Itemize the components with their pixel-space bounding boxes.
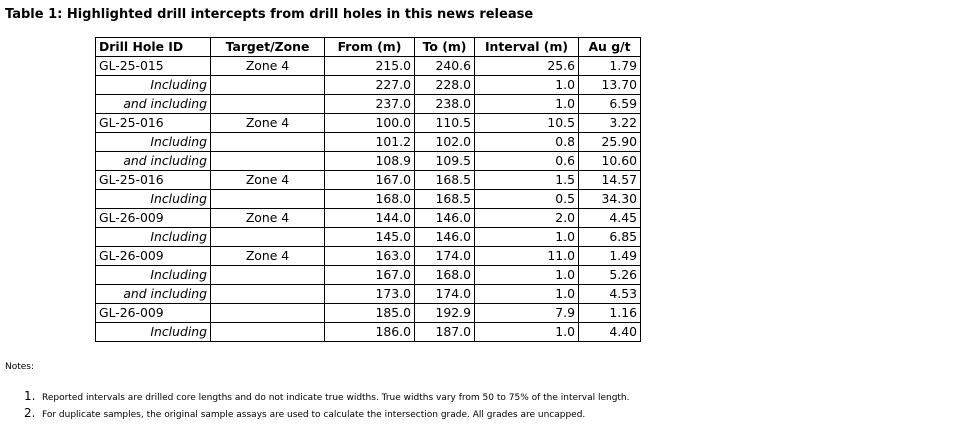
cell-to: 168.5 [415, 190, 475, 209]
cell-drill-hole-id: Including [96, 190, 211, 209]
drill-intercepts-table [95, 37, 641, 342]
note-number: 1. [24, 389, 36, 403]
cell-interval: 1.0 [475, 228, 579, 247]
cell-au-grade: 13.70 [579, 76, 641, 95]
cell-target-zone [211, 152, 325, 171]
cell-au-grade: 1.79 [579, 57, 641, 76]
cell-from: 144.0 [325, 209, 415, 228]
cell-interval: 11.0 [475, 247, 579, 266]
cell-from: 168.0 [325, 190, 415, 209]
cell-target-zone: Zone 4 [211, 171, 325, 190]
table-row [96, 209, 641, 228]
table-title: Table 1: Highlighted drill intercepts from drill holes in this news release [5, 7, 534, 22]
table-row [96, 152, 641, 171]
cell-to: 168.5 [415, 171, 475, 190]
cell-au-grade: 14.57 [579, 171, 641, 190]
cell-drill-hole-id: GL-25-015 [96, 57, 211, 76]
cell-drill-hole-id: GL-26-009 [96, 247, 211, 266]
cell-from: 185.0 [325, 304, 415, 323]
table-row [96, 190, 641, 209]
cell-to: 146.0 [415, 209, 475, 228]
cell-from: 186.0 [325, 323, 415, 342]
cell-interval: 1.0 [475, 285, 579, 304]
column-header-from: From (m) [325, 38, 415, 57]
cell-from: 163.0 [325, 247, 415, 266]
cell-drill-hole-id: GL-26-009 [96, 304, 211, 323]
cell-drill-hole-id: GL-26-009 [96, 209, 211, 228]
cell-from: 237.0 [325, 95, 415, 114]
cell-interval: 1.0 [475, 95, 579, 114]
cell-target-zone: Zone 4 [211, 57, 325, 76]
cell-target-zone: Zone 4 [211, 114, 325, 133]
cell-interval: 0.5 [475, 190, 579, 209]
cell-interval: 2.0 [475, 209, 579, 228]
cell-au-grade: 6.85 [579, 228, 641, 247]
cell-to: 174.0 [415, 247, 475, 266]
cell-interval: 1.5 [475, 171, 579, 190]
cell-drill-hole-id: and including [96, 152, 211, 171]
note-number: 2. [24, 406, 36, 420]
cell-to: 238.0 [415, 95, 475, 114]
cell-target-zone [211, 190, 325, 209]
note-item [24, 402, 585, 421]
cell-from: 101.2 [325, 133, 415, 152]
cell-drill-hole-id: Including [96, 133, 211, 152]
cell-interval: 1.0 [475, 323, 579, 342]
cell-interval: 7.9 [475, 304, 579, 323]
notes-label: Notes: [5, 362, 35, 372]
cell-au-grade: 3.22 [579, 114, 641, 133]
table-row [96, 266, 641, 285]
table-row [96, 76, 641, 95]
cell-from: 108.9 [325, 152, 415, 171]
cell-to: 192.9 [415, 304, 475, 323]
cell-drill-hole-id: and including [96, 285, 211, 304]
column-header-au-grade: Au g/t [579, 38, 641, 57]
table-row [96, 133, 641, 152]
table-row [96, 95, 641, 114]
table-row [96, 323, 641, 342]
cell-target-zone: Zone 4 [211, 209, 325, 228]
cell-au-grade: 25.90 [579, 133, 641, 152]
column-header-drill-hole-id: Drill Hole ID [96, 38, 211, 57]
cell-interval: 0.8 [475, 133, 579, 152]
cell-to: 109.5 [415, 152, 475, 171]
cell-target-zone: Zone 4 [211, 247, 325, 266]
cell-interval: 1.0 [475, 266, 579, 285]
cell-from: 100.0 [325, 114, 415, 133]
cell-to: 110.5 [415, 114, 475, 133]
table-row [96, 228, 641, 247]
table-header-row [96, 38, 641, 57]
table-row [96, 171, 641, 190]
cell-to: 174.0 [415, 285, 475, 304]
cell-drill-hole-id: Including [96, 76, 211, 95]
cell-au-grade: 6.59 [579, 95, 641, 114]
cell-from: 167.0 [325, 171, 415, 190]
table-row [96, 114, 641, 133]
cell-drill-hole-id: GL-25-016 [96, 171, 211, 190]
cell-target-zone [211, 285, 325, 304]
cell-drill-hole-id: Including [96, 228, 211, 247]
column-header-to: To (m) [415, 38, 475, 57]
cell-interval: 1.0 [475, 76, 579, 95]
table-row [96, 247, 641, 266]
cell-au-grade: 1.16 [579, 304, 641, 323]
table-row [96, 304, 641, 323]
cell-from: 173.0 [325, 285, 415, 304]
cell-interval: 25.6 [475, 57, 579, 76]
cell-target-zone [211, 266, 325, 285]
cell-target-zone [211, 95, 325, 114]
cell-from: 167.0 [325, 266, 415, 285]
cell-to: 102.0 [415, 133, 475, 152]
cell-drill-hole-id: Including [96, 266, 211, 285]
cell-drill-hole-id: GL-25-016 [96, 114, 211, 133]
column-header-target-zone: Target/Zone [211, 38, 325, 57]
note-text: For duplicate samples, the original sample assays are used to calculate the intersection grade. All grades are uncapped. [42, 410, 586, 420]
cell-drill-hole-id: and including [96, 95, 211, 114]
cell-to: 187.0 [415, 323, 475, 342]
cell-target-zone [211, 323, 325, 342]
cell-from: 227.0 [325, 76, 415, 95]
cell-au-grade: 10.60 [579, 152, 641, 171]
note-text: Reported intervals are drilled core lengths and do not indicate true widths. True widths vary from 50 to 75% of the interval length. [42, 393, 630, 403]
cell-to: 228.0 [415, 76, 475, 95]
table-row [96, 57, 641, 76]
cell-au-grade: 4.53 [579, 285, 641, 304]
cell-au-grade: 1.49 [579, 247, 641, 266]
cell-au-grade: 4.45 [579, 209, 641, 228]
cell-target-zone [211, 228, 325, 247]
cell-interval: 0.6 [475, 152, 579, 171]
cell-au-grade: 4.40 [579, 323, 641, 342]
cell-to: 240.6 [415, 57, 475, 76]
cell-from: 145.0 [325, 228, 415, 247]
cell-to: 168.0 [415, 266, 475, 285]
cell-from: 215.0 [325, 57, 415, 76]
cell-to: 146.0 [415, 228, 475, 247]
cell-interval: 10.5 [475, 114, 579, 133]
cell-drill-hole-id: Including [96, 323, 211, 342]
cell-au-grade: 5.26 [579, 266, 641, 285]
cell-target-zone [211, 133, 325, 152]
cell-au-grade: 34.30 [579, 190, 641, 209]
column-header-interval: Interval (m) [475, 38, 579, 57]
cell-target-zone [211, 304, 325, 323]
table-row [96, 285, 641, 304]
cell-target-zone [211, 76, 325, 95]
